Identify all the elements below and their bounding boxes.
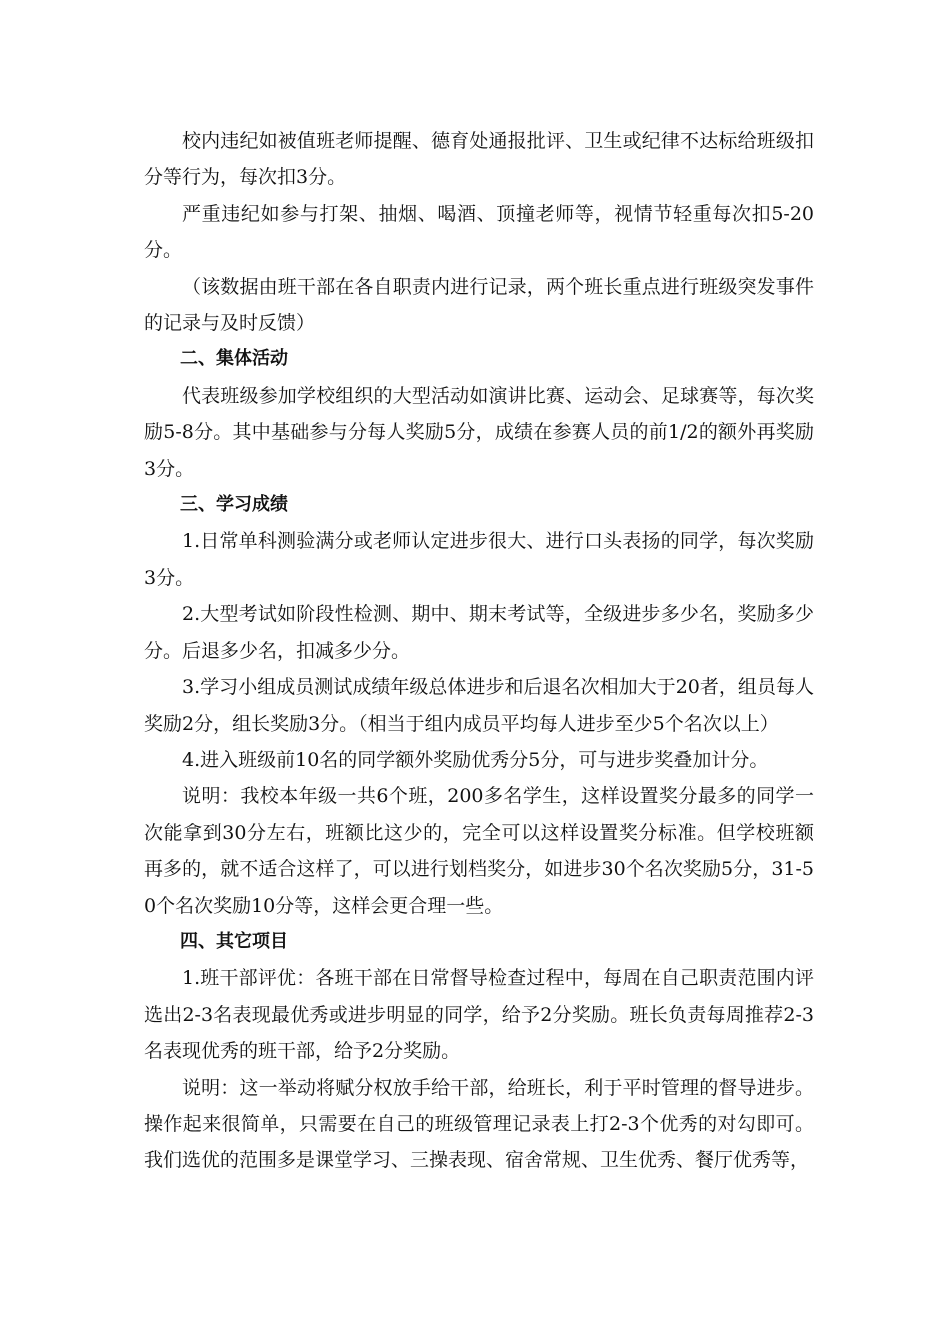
- paragraph-academic-note: 说明：我校本年级一共6个班，200多名学生，这样设置奖分最多的同学一次能拿到30分左右，班额比这少的，完全可以这样设置奖分标准。但学校班额再多的，就不适合这样了，可以进行划档奖分，如进步30个名次奖励5分，31-50个名次奖励10分等，这样会更合理一些。: [144, 785, 814, 917]
- paragraph-academic-4: 4.进入班级前10名的同学额外奖励优秀分5分，可与进步奖叠加计分。: [182, 748, 769, 771]
- paragraph-other-1: 1.班干部评优：各班干部在日常督导检查过程中，每周在自己职责范围内评选出2-3名表现最优秀或进步明显的同学，给予2分奖励。班长负责每周推荐2-3名表现优秀的班干部，给予2分奖励。: [144, 967, 814, 1063]
- section-heading-academic: 三、学习成绩: [180, 494, 288, 516]
- paragraph-violation-minor: 校内违纪如被值班老师提醒、德育处通报批评、卫生或纪律不达标给班级扣分等行为，每次扣3分。: [144, 130, 814, 189]
- paragraph-violation-serious: 严重违纪如参与打架、抽烟、喝酒、顶撞老师等，视情节轻重每次扣5-20分。: [144, 202, 814, 262]
- paragraph-other-note: 说明：这一举动将赋分权放手给干部，给班长，利于平时管理的督导进步。操作起来很简单，只需要在自己的班级管理记录表上打2-3个优秀的对勾即可。我们选优的范围多是课堂学习、三操表现、宿舍常规、卫生优秀、餐厅优秀等，: [144, 1076, 814, 1172]
- paragraph-record-note: （该数据由班干部在各自职责内进行记录，两个班长重点进行班级突发事件的记录与及时反馈）: [144, 275, 814, 335]
- document-body: [144, 123, 814, 1179]
- paragraph-group-activity: 代表班级参加学校组织的大型活动如演讲比赛、运动会、足球赛等，每次奖励5-8分。其中基础参与分每人奖励5分，成绩在参赛人员的前1/2的额外再奖励3分。: [144, 384, 814, 480]
- paragraph-academic-3: 3.学习小组成员测试成绩年级总体进步和后退名次相加大于20者，组员每人奖励2分，组长奖励3分。（相当于组内成员平均每人进步至少5个名次以上）: [144, 676, 814, 735]
- section-heading-other: 四、其它项目: [180, 930, 288, 952]
- paragraph-academic-1: 1.日常单科测验满分或老师认定进步很大、进行口头表扬的同学，每次奖励3分。: [144, 530, 814, 589]
- section-heading-group-activity: 二、集体活动: [180, 348, 288, 370]
- paragraph-academic-2: 2.大型考试如阶段性检测、期中、期末考试等，全级进步多少名，奖励多少分。后退多少名，扣减多少分。: [144, 603, 814, 662]
